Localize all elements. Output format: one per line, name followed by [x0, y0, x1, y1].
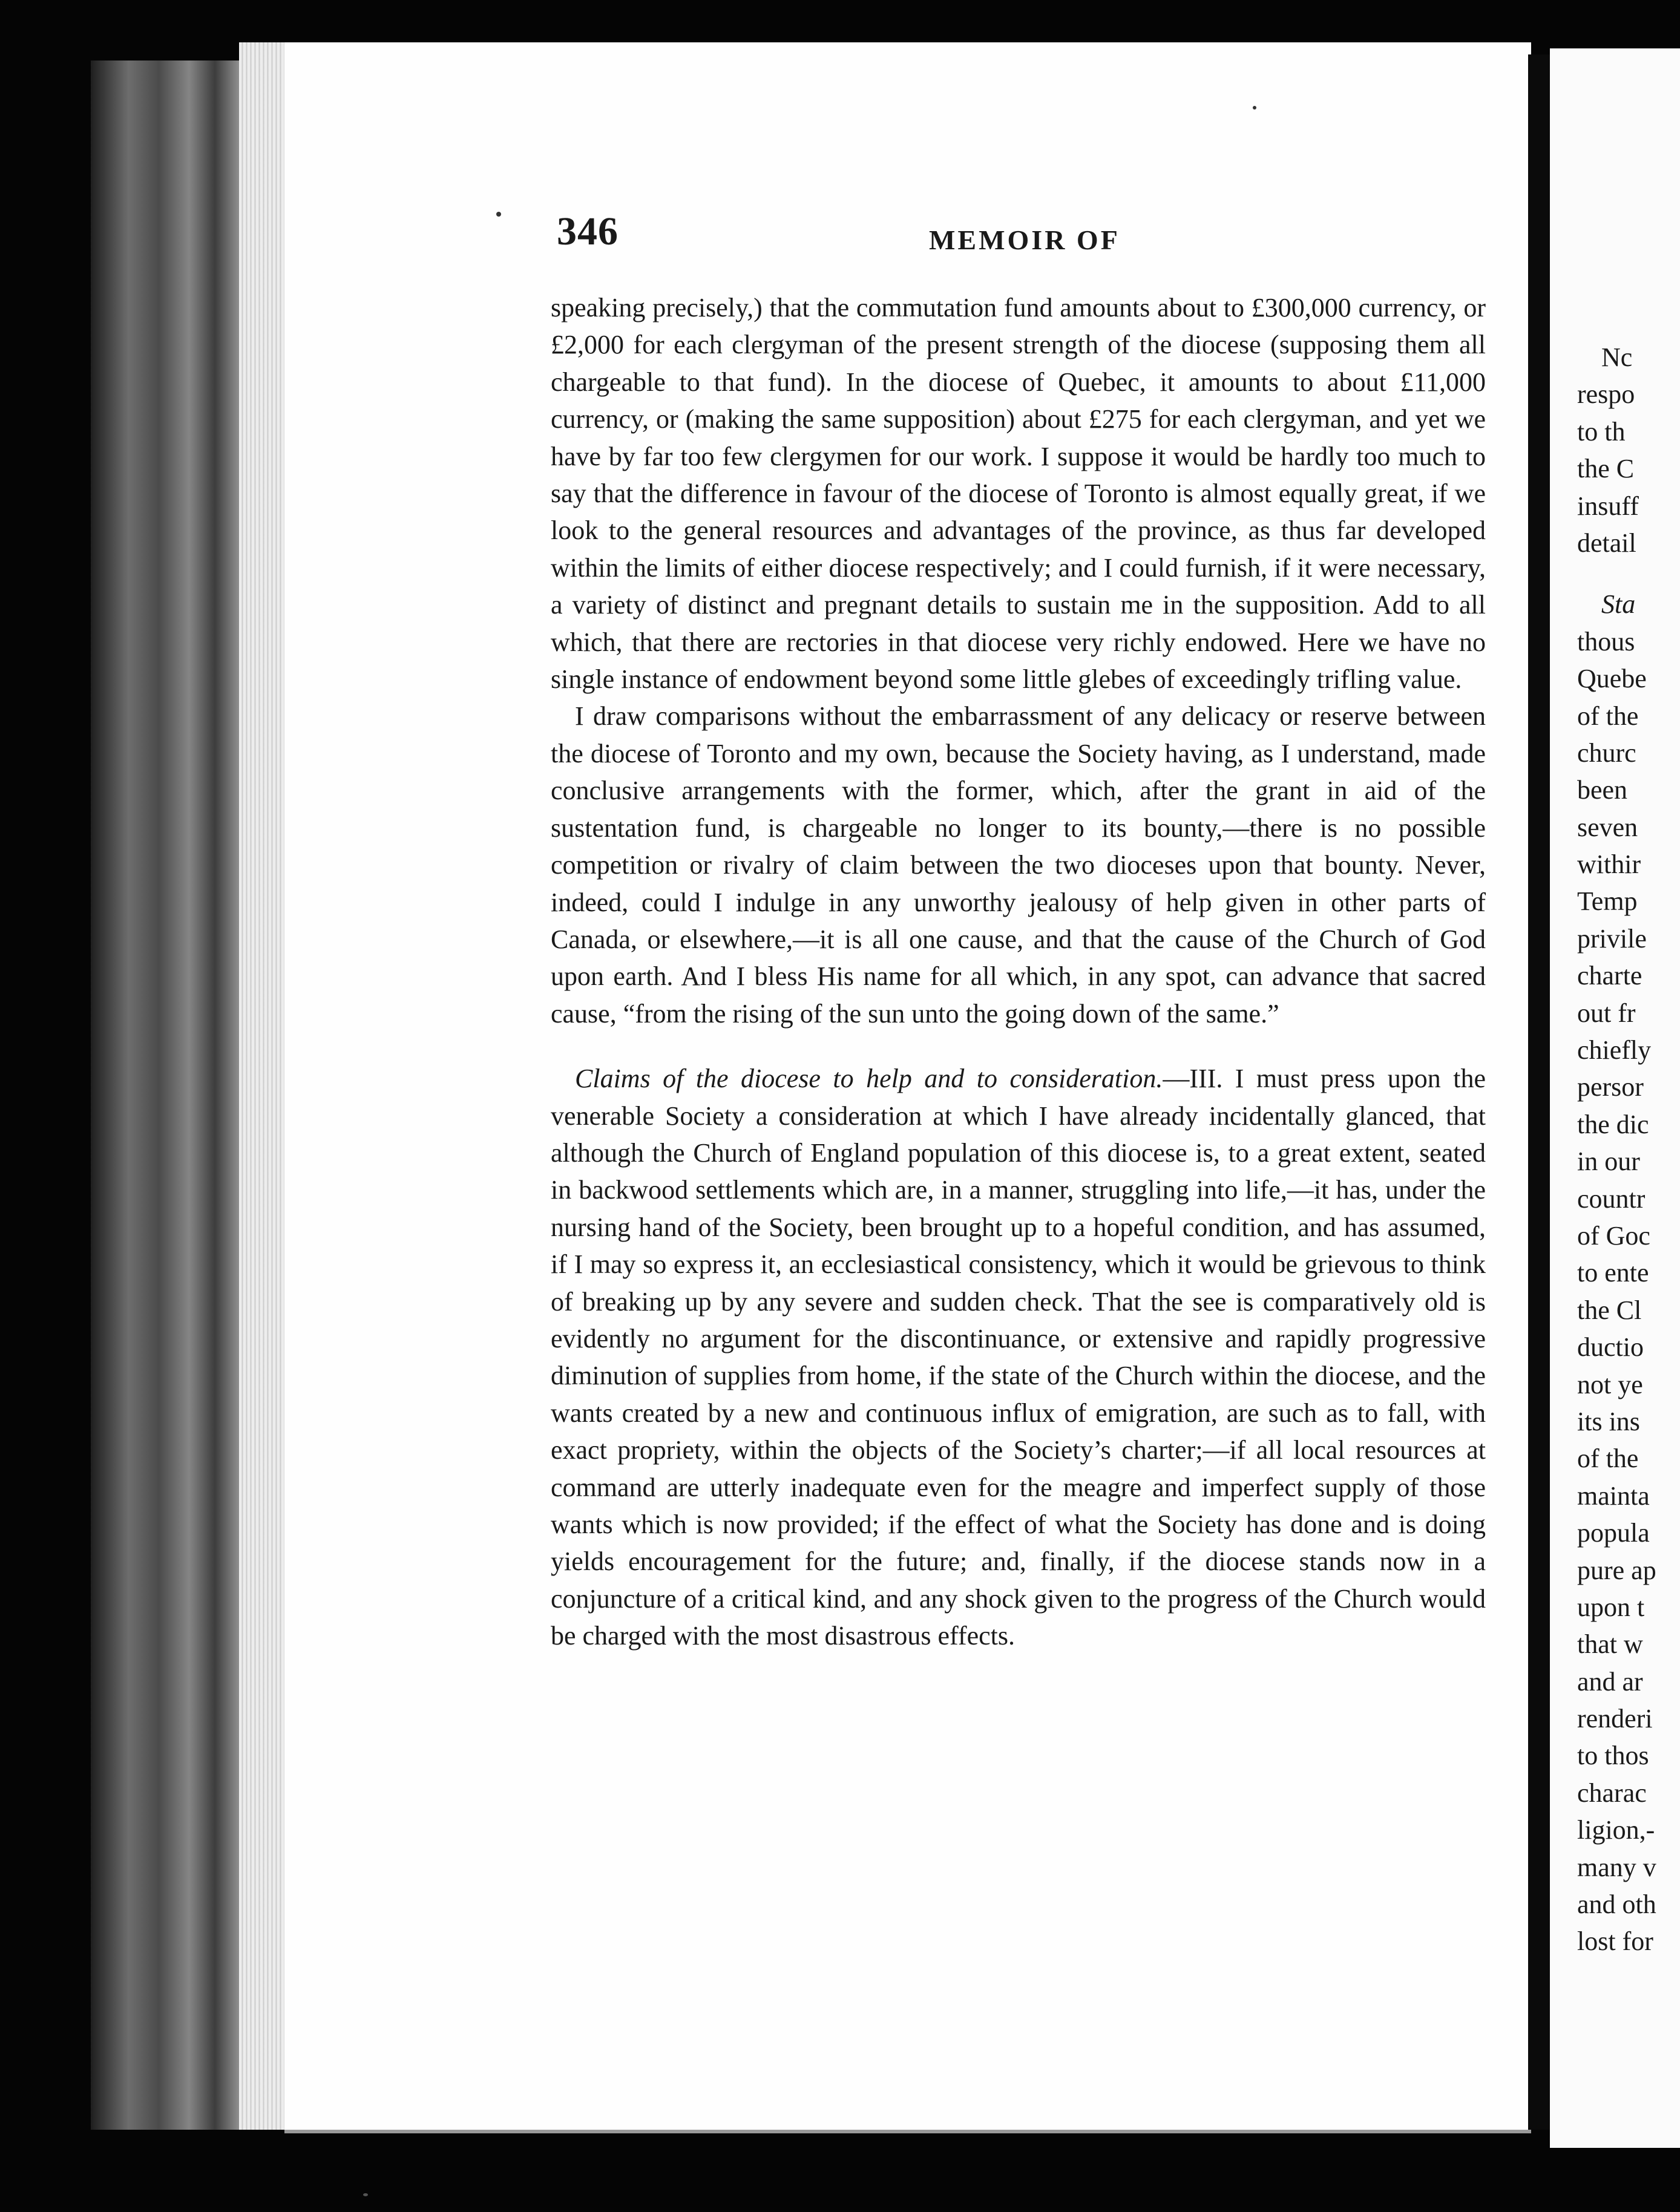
- facing-page-line: the C: [1577, 454, 1635, 484]
- facing-page-line: Sta: [1601, 589, 1636, 620]
- paragraph-3-heading: Claims of the diocese to help and to consideration.: [575, 1064, 1163, 1094]
- facing-page-line: of Goc: [1577, 1220, 1650, 1251]
- facing-page-line: the Cl: [1577, 1295, 1642, 1325]
- facing-page-line: countr: [1577, 1183, 1646, 1214]
- facing-page-line: mainta: [1577, 1481, 1650, 1511]
- facing-page-line: Temp: [1577, 886, 1638, 917]
- facing-page-line: ligion,-: [1577, 1815, 1655, 1845]
- facing-page-text: [1577, 339, 1680, 1960]
- facing-page-line: of the: [1577, 1444, 1639, 1474]
- book-block-edge: [91, 61, 242, 2130]
- facing-page-line: and oth: [1577, 1890, 1656, 1920]
- facing-page-line: renderi: [1577, 1704, 1653, 1734]
- facing-page-line: Quebe: [1577, 664, 1647, 694]
- scan-speck: [363, 2193, 368, 2196]
- facing-page-line: respo: [1577, 379, 1635, 410]
- facing-page-line: upon t: [1577, 1592, 1645, 1622]
- scan-speck: [1253, 106, 1256, 110]
- facing-page-line: many v: [1577, 1852, 1656, 1882]
- facing-page: [1550, 48, 1680, 2148]
- facing-page-line: withir: [1577, 849, 1641, 880]
- facing-page-line: to th: [1577, 416, 1626, 447]
- paragraph-2: [551, 698, 1486, 1032]
- facing-page-line: in our: [1577, 1147, 1640, 1177]
- facing-page-line: Nc: [1601, 342, 1633, 372]
- facing-page-line: insuff: [1577, 491, 1639, 521]
- binding-gutter: [1528, 54, 1550, 2130]
- facing-page-line: charac: [1577, 1778, 1647, 1808]
- paragraph-3: [551, 1060, 1486, 1655]
- facing-page-line: thous: [1577, 626, 1635, 656]
- facing-page-line: popula: [1577, 1518, 1650, 1548]
- facing-page-line: churc: [1577, 738, 1636, 768]
- facing-page-line: out fr: [1577, 998, 1636, 1028]
- paragraph-3-text: —III. I must press upon the venerable Society a consideration at which I have already incidentally glanced, that although the Church of England population of this diocese is, to a great extent, seated in backwood settlements which are, in a manner, struggling into life,—it has, under the nursing hand of the Society, been brought up to a hopeful condition, and has assumed, if I may so express it, an ecclesiastical consistency, which it would be grievous to think of breaking up by any severe and sudden check. That the see is comparatively old is evidently no argument for the discontinuance, or extensive and rapidly progressive diminution of supplies from home, if the state of the Church within the diocese, and the wants created by a new and continuous influx of emigration, are such as to fall, with exact propriety, within the objects of the Society’s charter;—if all local resources at command are utterly inadequate even for the meagre and imperfect supply of those wants which is now provided; if the effect of what the Society has done and is doing yields encouragement for the future; and, finally, if the diocese stands now in a conjuncture of a critical kind, and any shock given to the progress of the Church would be charged with the most disastrous effects.: [551, 1064, 1486, 1651]
- facing-page-line: persor: [1577, 1072, 1644, 1102]
- facing-page-line: that w: [1577, 1629, 1643, 1660]
- facing-page-line: privile: [1577, 923, 1647, 954]
- facing-page-line: detail: [1577, 528, 1636, 558]
- facing-page-line: ductio: [1577, 1332, 1644, 1363]
- facing-page-line: pure ap: [1577, 1555, 1656, 1585]
- facing-page-line: been: [1577, 775, 1628, 805]
- facing-page-line: to thos: [1577, 1741, 1649, 1771]
- facing-page-line: charte: [1577, 961, 1642, 991]
- facing-page-line: and ar: [1577, 1666, 1643, 1697]
- body-text: [551, 289, 1486, 1655]
- facing-page-line: of the: [1577, 701, 1639, 731]
- paragraph-2-text: I draw comparisons without the embarrassment of any delicacy or reserve between the diocese of Toronto and my own, because the Society having, as I understand, made conclusive arrangements with the former, which, after the grant in aid of the sustentation fund, is chargeable no longer to its bounty,—there is no possible competition or rivalry of claim between the two dioceses upon that bounty. Never, indeed, could I indulge in any unworthy jealousy of help given in other parts of Canada, or elsewhere,—it is all one cause, and that the cause of the Church of God upon earth. And I bless His name for all which, in any spot, can advance that sacred cause, “from the rising of the sun unto the going down of the same.”: [551, 701, 1486, 1029]
- running-head: MEMOIR OF: [929, 224, 1120, 255]
- facing-page-line: not ye: [1577, 1369, 1643, 1399]
- paragraph-1: [551, 289, 1486, 698]
- page-number: 346: [557, 209, 619, 254]
- facing-page-line: seven: [1577, 812, 1638, 842]
- facing-page-line: chiefly: [1577, 1035, 1652, 1065]
- facing-page-line: lost for: [1577, 1926, 1653, 1957]
- facing-page-line: the dic: [1577, 1109, 1649, 1139]
- facing-page-line: its ins: [1577, 1406, 1640, 1436]
- scan-speck: [496, 212, 501, 217]
- facing-page-line: to ente: [1577, 1258, 1649, 1288]
- paragraph-1-text: speaking precisely,) that the commutation fund amounts about to £300,000 currency, or £2,000 for each clergyman of the present strength of the diocese (supposing them all chargeable to that fund). In the diocese of Quebec, it amounts to about £11,000 currency, or (making the same supposition) about £275 for each clergyman, and yet we have by far too few clergymen for our work. I suppose it would be hardly too much to say that the difference in favour of the diocese of Toronto is almost equally great, if we look to the general resources and advantages of the province, as thus far developed within the limits of either diocese respectively; and I could furnish, if it were necessary, a variety of distinct and pregnant details to sustain me in the supposition. Add to all which, that there are rectories in that diocese very richly endowed. Here we have no single instance of endowment beyond some little glebes of exceedingly trifling value.: [551, 293, 1486, 695]
